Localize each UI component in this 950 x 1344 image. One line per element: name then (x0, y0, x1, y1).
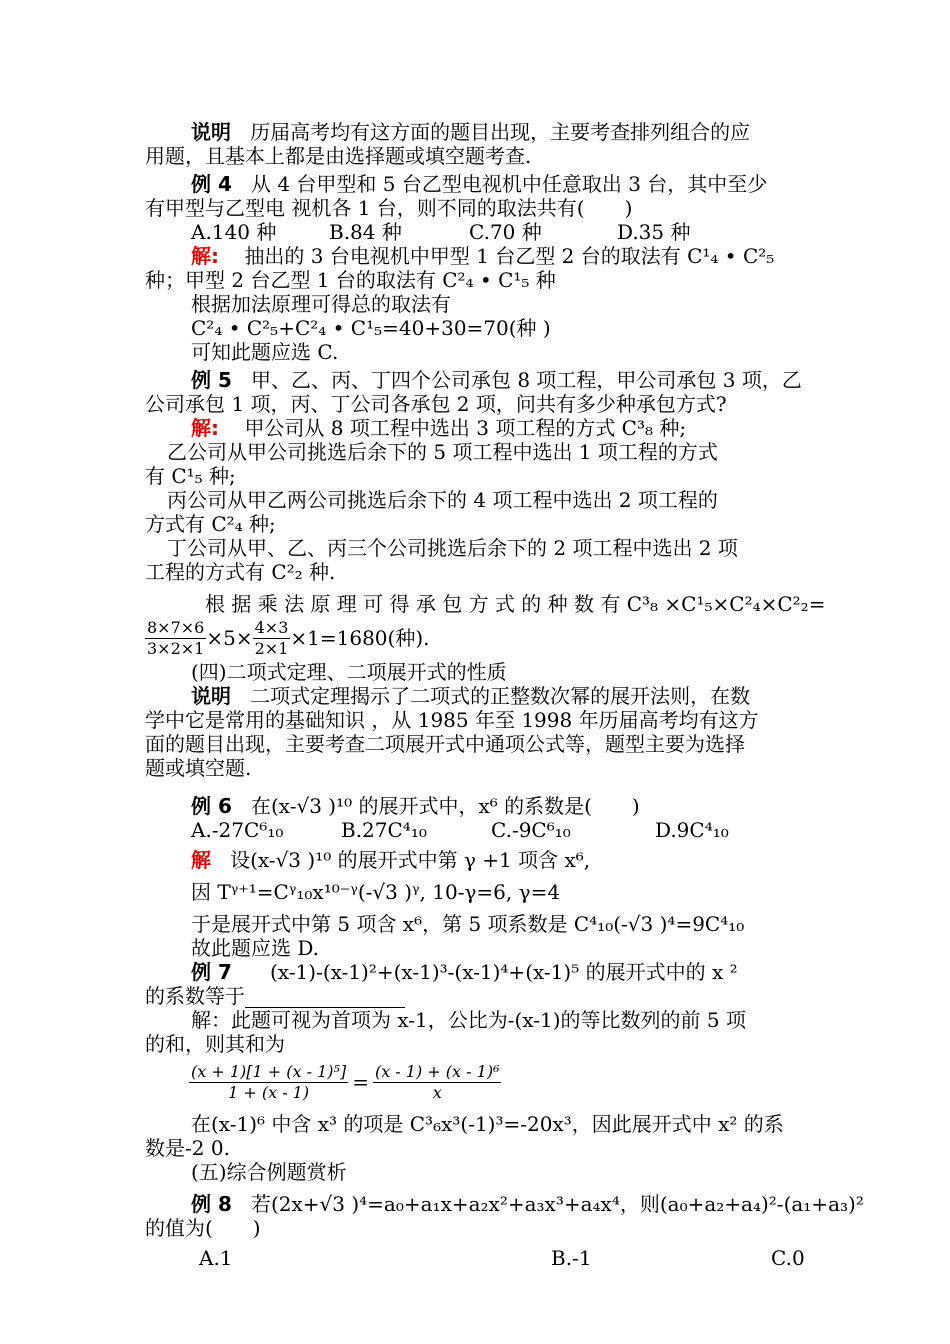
expression-text: ×5× (206, 626, 253, 650)
example-text: 的系数等于 (145, 984, 245, 1008)
fraction-expression (145, 1056, 810, 1108)
equals-sign: = (352, 1070, 369, 1094)
solution-text-line: 有 C¹₅ 种; (145, 464, 236, 488)
solution-text-line: 种；甲型 2 台乙型 1 台的取法有 C²₄ • C¹₅ 种 (145, 268, 556, 292)
example-5 (145, 368, 810, 392)
example-text-line: 有甲型与乙型电 视机各 1 台，则不同的取法共有( ) (145, 196, 633, 220)
fraction (145, 618, 206, 659)
note-text-line: 题或填空题. (145, 756, 252, 780)
option-d: D.35 种 (617, 220, 691, 244)
example-text-line: 公司承包 1 项，丙、丁公司各承包 2 项，问共有多少种承包方式? (145, 392, 727, 416)
section-title: (五)综合例题赏析 (191, 1160, 347, 1184)
formula-line: C²₄ • C²₅+C²₄ • C¹₅=40+30=70(种 ) (191, 316, 551, 340)
options-row (145, 220, 810, 244)
option-a: A.140 种 (191, 220, 277, 244)
solution-label: 解: (191, 416, 219, 440)
option-d: D.9C⁴₁₀ (655, 818, 729, 842)
options-row (145, 1246, 810, 1270)
solution-text-line: 丁公司从甲、乙、丙三个公司挑选后余下的 2 项工程中选出 2 项 (167, 536, 738, 560)
note-label: 说明 (191, 120, 231, 144)
solution-label: 解: (191, 244, 219, 268)
example-label: 例 5 (191, 368, 232, 392)
solution-text-line: 在(x-1)⁶ 中含 x³ 的项是 C³₆x³(-1)³=-20x³，因此展开式中 x² 的系 (191, 1112, 784, 1136)
solution-text-line: 方式有 C²₄ 种; (145, 512, 276, 536)
example-label: 例 8 (191, 1192, 232, 1216)
solution-text: 抽出的 3 台电视机中甲型 1 台乙型 2 台的取法有 C¹₄ • C²₅ (244, 244, 775, 268)
option-c: C.70 种 (469, 220, 542, 244)
solution-text-line: 乙公司从甲公司挑选后余下的 5 项工程中选出 1 项工程的方式 (167, 440, 718, 464)
solution-line (145, 416, 810, 440)
solution-text-line: 工程的方式有 C²₂ 种. (145, 560, 336, 584)
solution-text-line: 根据加法原理可得总的取法有 (191, 292, 451, 316)
solution-text: 甲公司从 8 项工程中选出 3 项工程的方式 C³₈ 种; (244, 416, 687, 440)
example-6 (145, 794, 810, 818)
options-row (145, 818, 810, 842)
example-label: 例 6 (191, 794, 232, 818)
note-paragraph (145, 120, 810, 144)
solution-text: 设(x-√3 )¹⁰ 的展开式中第 γ +1 项含 x⁶, (230, 848, 591, 872)
example-text: 从 4 台甲型和 5 台乙型电视机中任意取出 3 台，其中至少 (250, 172, 768, 196)
note-text: 历届高考均有这方面的题目出现，主要考查排列组合的应 (250, 120, 751, 144)
solution-text-line: 故此题应选 D. (191, 936, 320, 960)
note-text-line: 用题，且基本上都是由选择题或填空题考查. (145, 144, 532, 168)
solution-text-line: 的和，则其和为 (145, 1032, 285, 1056)
option-b: B.27C⁴₁₀ (341, 818, 427, 842)
option-b: B.84 种 (329, 220, 402, 244)
denominator: 2×1 (254, 638, 289, 658)
document-page (145, 120, 864, 1270)
example-text: 在(x-√3 )¹⁰ 的展开式中，x⁶ 的系数是( ) (250, 794, 640, 818)
solution-text-line: 解：此题可视为首项为 x-1，公比为-(x-1)的等比数列的前 5 项 (191, 1008, 746, 1032)
example-7 (145, 960, 810, 984)
note-label: 说明 (191, 684, 231, 708)
solution-line (145, 244, 810, 268)
note-paragraph (145, 684, 810, 708)
solution-text-line: 因 Tᵞ⁺¹=Cᵞ₁₀x¹⁰⁻ᵞ(-√3 )ᵞ, 10-γ=6, γ=4 (191, 880, 561, 904)
example-text: 甲、乙、丙、丁四个公司承包 8 项工程，甲公司承包 3 项，乙 (250, 368, 802, 392)
numerator: (x - 1) + (x - 1)⁶ (374, 1061, 500, 1081)
note-text-line: 学中它是常用的基础知识 ，从 1985 年至 1998 年历届高考均有这方 (145, 708, 759, 732)
denominator: x (432, 1082, 442, 1102)
numerator: 8×7×6 (147, 617, 205, 637)
answer-blank[interactable] (245, 989, 405, 1008)
expression-text: ×1=1680(种). (290, 626, 430, 650)
numerator: 4×3 (254, 617, 289, 637)
note-text-line: 面的题目出现，主要考查二项展开式中通项公式等，题型主要为选择 (145, 732, 745, 756)
denominator: 1 + (x - 1) (228, 1082, 310, 1102)
denominator: 3×2×1 (147, 638, 205, 658)
option-c: C.-9C⁶₁₀ (491, 818, 571, 842)
solution-label: 解 (191, 848, 211, 872)
example-4 (145, 172, 810, 196)
option-a: A.1 (199, 1246, 233, 1270)
section-title: (四)二项式定理、二项展开式的性质 (191, 660, 507, 684)
example-text: (x-1)-(x-1)²+(x-1)³-(x-1)⁴+(x-1)⁵ 的展开式中的 x ² (270, 960, 738, 984)
example-text-line: 的值为( ) (145, 1216, 261, 1240)
solution-text-line: 于是展开式中第 5 项含 x⁶，第 5 项系数是 C⁴₁₀(-√3 )⁴=9C⁴₁₀ (191, 912, 745, 936)
solution-text-line: 根 据 乘 法 原 理 可 得 承 包 方 式 的 种 数 有 C³₈ ×C¹₅×C²₄×C²₂= (205, 592, 826, 616)
fraction (253, 618, 291, 659)
example-label: 例 4 (191, 172, 232, 196)
example-8 (145, 1192, 864, 1216)
example-text-line (145, 984, 810, 1008)
example-text: 若(2x+√3 )⁴=a₀+a₁x+a₂x²+a₃x³+a₄x⁴，则(a₀+a₂+a₄)²-(a₁+a₃)² (250, 1192, 864, 1216)
option-c: C.0 (771, 1246, 805, 1270)
solution-text-line: 数是-2 0. (145, 1136, 230, 1160)
fraction (189, 1062, 348, 1103)
example-label: 例 7 (191, 960, 232, 984)
option-b: B.-1 (551, 1246, 592, 1270)
fraction-expression (145, 616, 810, 660)
note-text: 二项式定理揭示了二项式的正整数次幂的展开法则，在数 (250, 684, 751, 708)
option-a: A.-27C⁶₁₀ (191, 818, 284, 842)
numerator: (x + 1)[1 + (x - 1)⁵] (191, 1061, 347, 1081)
fraction (373, 1062, 502, 1103)
solution-text-line: 可知此题应选 C. (191, 340, 339, 364)
solution-line (145, 848, 810, 872)
solution-text-line: 丙公司从甲乙两公司挑选后余下的 4 项工程中选出 2 项工程的 (167, 488, 718, 512)
